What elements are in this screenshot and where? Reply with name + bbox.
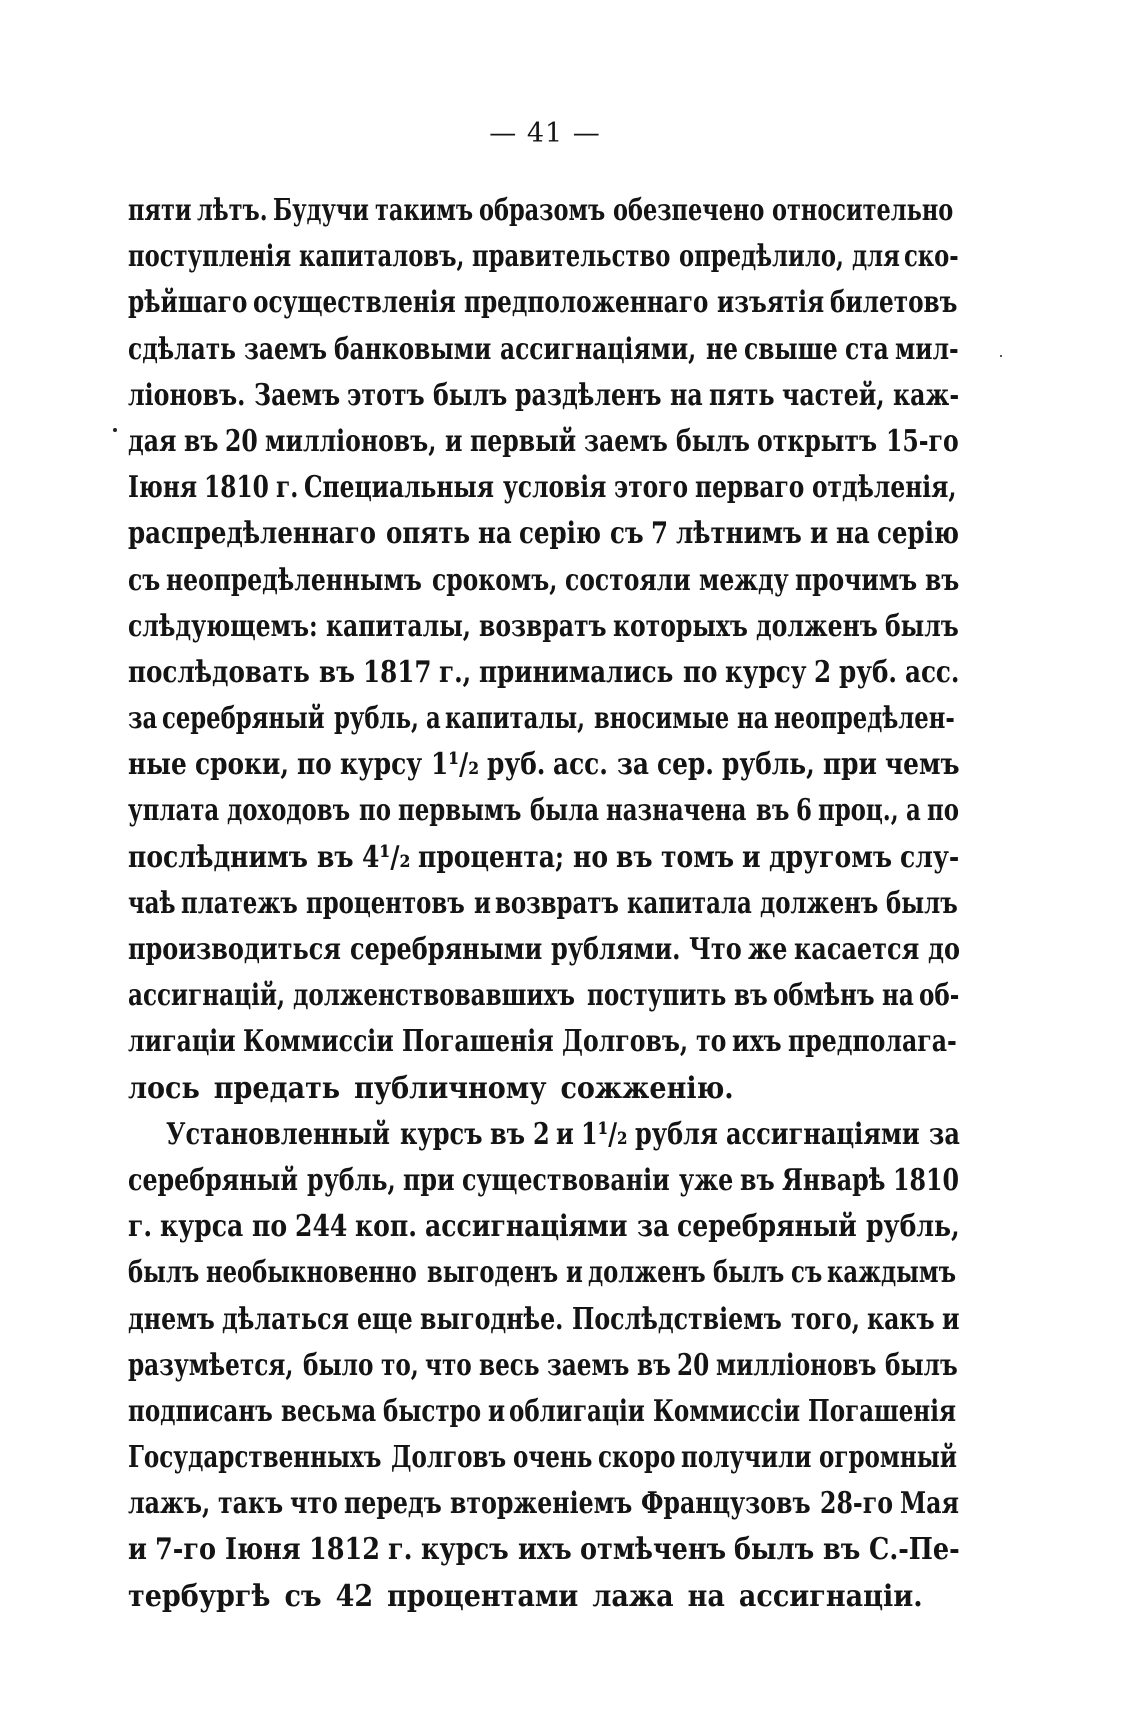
paragraph (128, 1112, 960, 1620)
page-number: — 41 — (489, 118, 601, 149)
text-line: рѣйшаго осуществленія предположеннаго изъятія билетовъ (128, 285, 958, 321)
text-line: разумѣется, было то, что весь заемъ въ 20 милліоновъ былъ (128, 1347, 959, 1383)
text-line: г. курса по 244 коп. ассигнаціями за серебряный рубль, (128, 1209, 960, 1245)
text-line: лигаціи Коммиссіи Погашенія Долговъ, то ихъ предполага- (128, 1024, 957, 1060)
text-line: уплата доходовъ по первымъ была назначена въ 6 проц., а по (128, 793, 959, 829)
paragraph (128, 188, 960, 1112)
text-line: послѣдовать въ 1817 г., принимались по курсу 2 руб. асс. (128, 654, 960, 690)
text-line: и 7-го Іюня 1812 г. курсъ ихъ отмѣченъ былъ въ С.-Пе- (128, 1532, 960, 1568)
text-line: поступленія капиталовъ, правительство опредѣлило, для ско- (128, 239, 959, 275)
text-line: слѣдующемъ: капиталы, возвратъ которыхъ долженъ былъ (128, 608, 959, 644)
text-line: распредѣленнаго опять на серію съ 7 лѣтнимъ и на серію (128, 516, 960, 552)
text-line: Іюня 1810 г. Специальныя условія этого перваго отдѣленія, (128, 470, 957, 506)
text-line: подписанъ весьма быстро и облигаціи Коммиссіи Погашенія (128, 1393, 957, 1429)
body-text (128, 188, 960, 1620)
text-line: Государственныхъ Долговъ очень скоро получили огромный (128, 1440, 957, 1476)
text-line: съ неопредѣленнымъ срокомъ, состояли между прочимъ въ (128, 562, 960, 598)
text-line: ассигнацій, долженствовавшихъ поступить въ обмѣнъ на об- (128, 978, 959, 1014)
text-line: производиться серебряными рублями. Что же касается до (128, 932, 960, 967)
text-line: лось предать публичному сожженію. (128, 1070, 734, 1106)
text-line: Установленный курсъ въ 2 и 1¹/₂ рубля ассигнаціями за (166, 1116, 960, 1152)
scan-speck (113, 428, 117, 432)
text-line: пяти лѣтъ. Будучи такимъ образомъ обезпечено относительно (128, 193, 954, 228)
text-line: ліоновъ. Заемъ этотъ былъ раздѣленъ на пять частей, каж- (128, 377, 959, 413)
text-line: послѣднимъ въ 4¹/₂ процента; но въ томъ и другомъ слу- (128, 839, 960, 875)
scan-speck (1000, 355, 1002, 357)
text-line: серебряный рубль, при существованіи уже въ Январѣ 1810 (128, 1162, 959, 1198)
text-line: дая въ 20 милліоновъ, и первый заемъ былъ открытъ 15-го (128, 423, 959, 459)
text-line: за серебряный рубль, а капиталы, вносимые на неопредѣлен- (128, 701, 955, 737)
text-line: сдѣлать заемъ банковыми ассигнаціями, не свыше ста мил- (128, 331, 959, 367)
text-line: былъ необыкновенно выгоденъ и долженъ былъ съ каждымъ (128, 1255, 957, 1291)
text-line: днемъ дѣлаться еще выгоднѣе. Послѣдствіемъ того, какъ и (128, 1301, 960, 1337)
text-line: чаѣ платежъ процентовъ и возвратъ капитала долженъ былъ (128, 885, 958, 921)
text-line: ные сроки, по курсу 1¹/₂ руб. асс. за сер. рубль, при чемъ (128, 747, 960, 783)
text-line: лажъ, такъ что передъ вторженіемъ Французовъ 28-го Мая (128, 1486, 959, 1522)
text-line: тербургѣ съ 42 процентами лажа на ассигнаціи. (128, 1578, 923, 1614)
